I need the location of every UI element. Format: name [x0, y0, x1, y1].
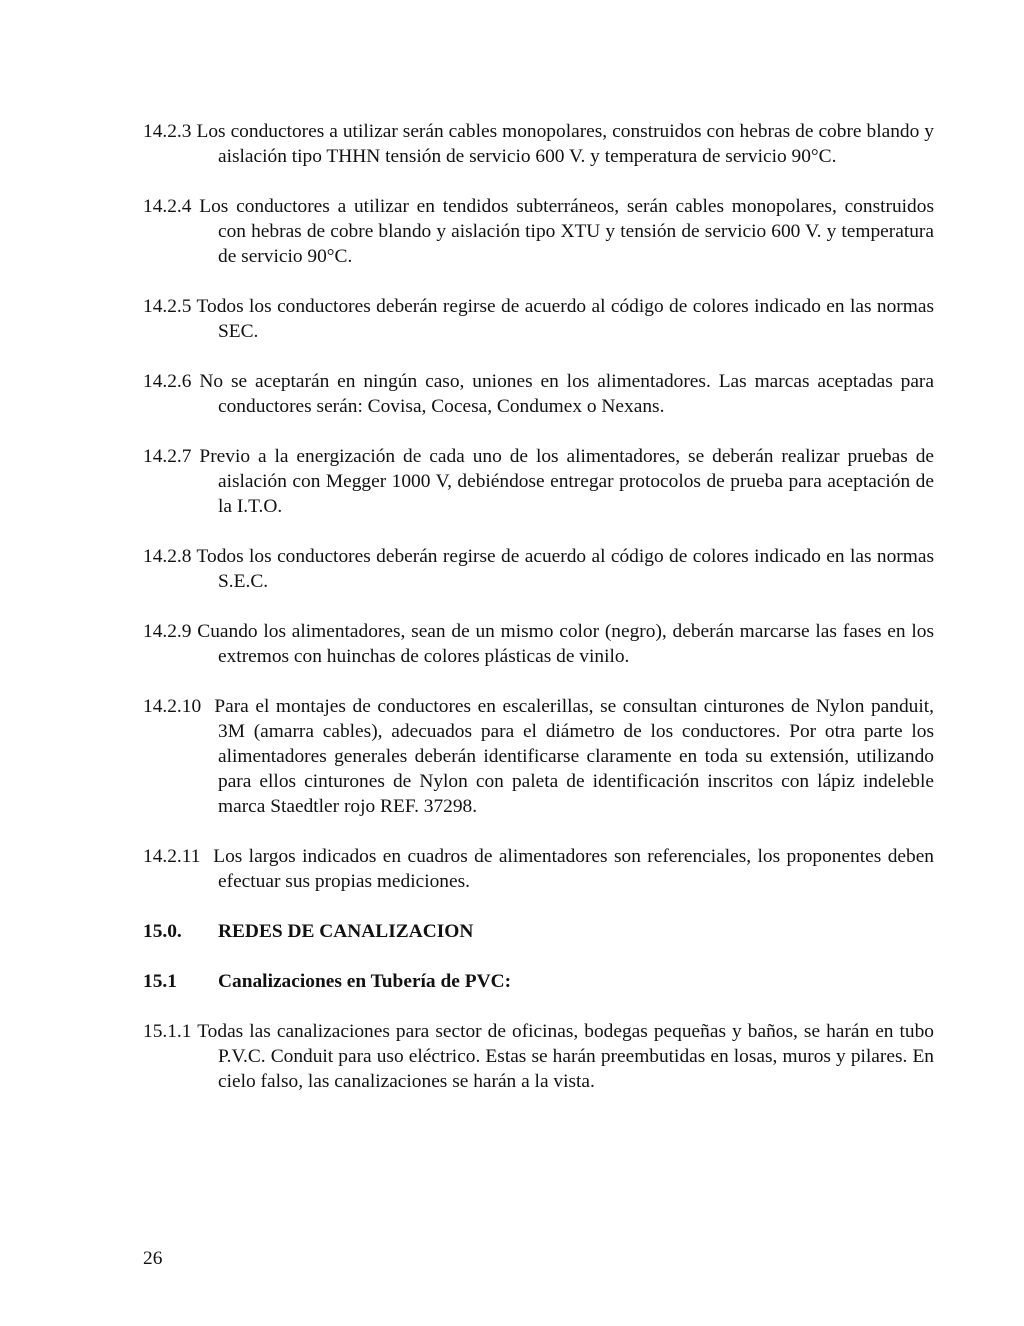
paragraph-14-2-11 [143, 844, 934, 894]
page-number: 26 [143, 1248, 163, 1269]
paragraph-number: 14.2.7 [143, 446, 192, 467]
paragraph-14-2-7 [143, 444, 934, 519]
paragraph-14-2-4 [143, 194, 934, 269]
paragraph-14-2-3 [143, 119, 934, 169]
paragraph-text: Cuando los alimentadores, sean de un mismo color (negro), deberán marcarse las fases en los extremos con huinchas de colores plásticas de vinilo. [197, 621, 934, 667]
subsection-number: 15.1 [143, 971, 177, 992]
paragraph-text: No se aceptarán en ningún caso, uniones en los alimentadores. Las marcas aceptadas para conductores serán: Covisa, Cocesa, Condumex o Nexans. [199, 371, 934, 417]
subsection-heading [143, 969, 934, 994]
paragraph-14-2-10 [143, 694, 934, 819]
section-heading [143, 919, 934, 944]
paragraph-number: 14.2.8 [143, 546, 192, 567]
paragraph-text: Todas las canalizaciones para sector de oficinas, bodegas pequeñas y baños, se harán en tubo P.V.C. Conduit para uso eléctrico. Estas se harán preembutidas en losas, muros y pilares. En cielo falso, las canalizaciones se harán a la vista. [197, 1021, 935, 1092]
paragraph-text: Los conductores a utilizar en tendidos subterráneos, serán cables monopolares, construidos con hebras de cobre blando y aislación tipo XTU y tensión de servicio 600 V. y temperatura de servicio 90°C. [199, 196, 934, 267]
paragraph-number: 14.2.3 [143, 121, 192, 142]
paragraph-text: Todos los conductores deberán regirse de acuerdo al código de colores indicado en las normas SEC. [196, 296, 934, 342]
paragraph-number: 14.2.9 [143, 621, 192, 642]
paragraph-number: 14.2.5 [143, 296, 192, 317]
paragraph-15-1-1 [143, 1019, 934, 1094]
page-content [143, 119, 934, 1119]
paragraph-14-2-5 [143, 294, 934, 344]
paragraph-text: Para el montajes de conductores en escalerillas, se consultan cinturones de Nylon panduit, 3M (amarra cables), adecuados para el diámetro de los conductores. Por otra parte los alimentadores generales deberán identificarse claramente en toda su extensión, utilizando para ellos cinturones de Nylon con paleta de identificación inscritos con lápiz indeleble marca Staedtler rojo REF. 37298. [214, 696, 934, 817]
paragraph-text: Todos los conductores deberán regirse de acuerdo al código de colores indicado en las normas S.E.C. [196, 546, 934, 592]
paragraph-14-2-8 [143, 544, 934, 594]
paragraph-number: 14.2.6 [143, 371, 192, 392]
paragraph-14-2-6 [143, 369, 934, 419]
paragraph-number: 14.2.10 [143, 696, 202, 717]
paragraph-number: 14.2.4 [143, 196, 192, 217]
paragraph-text: Los largos indicados en cuadros de alimentadores son referenciales, los proponentes deben efectuar sus propias mediciones. [213, 846, 934, 892]
paragraph-text: Previo a la energización de cada uno de los alimentadores, se deberán realizar pruebas de aislación con Megger 1000 V, debiéndose entregar protocolos de prueba para aceptación de la I.T.O. [199, 446, 934, 517]
paragraph-number: 14.2.11 [143, 846, 201, 867]
paragraph-number: 15.1.1 [143, 1021, 192, 1042]
subsection-title: Canalizaciones en Tubería de PVC: [218, 971, 512, 992]
paragraph-14-2-9 [143, 619, 934, 669]
section-title: REDES DE CANALIZACION [218, 921, 474, 942]
section-number: 15.0. [143, 921, 182, 942]
paragraph-text: Los conductores a utilizar serán cables monopolares, construidos con hebras de cobre blando y aislación tipo THHN tensión de servicio 600 V. y temperatura de servicio 90°C. [196, 121, 934, 167]
